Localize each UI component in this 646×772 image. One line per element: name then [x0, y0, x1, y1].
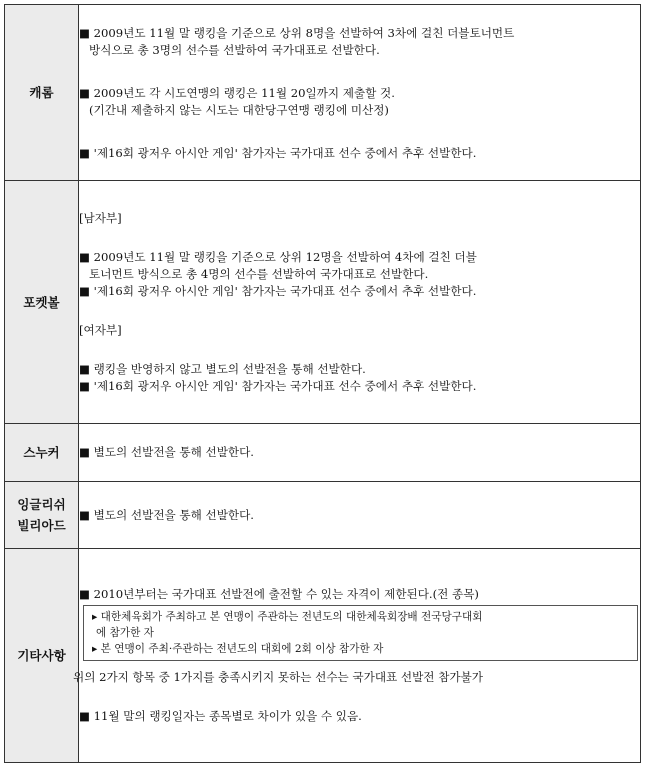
selection-table: [4, 4, 641, 763]
content-snooker: [79, 424, 641, 482]
condition-1-cont: 에 참가한 자: [96, 627, 154, 639]
condition-1: ▸ 대한체육회가 주최하고 본 연맹이 주관하는 전년도의 대한체육회장배 전국당구대회: [92, 611, 483, 623]
snooker-text: ■ 별도의 선발전을 통해 선발한다.: [79, 445, 254, 459]
category-other: 기타사항: [5, 549, 79, 763]
row-pocketball: [5, 181, 641, 424]
pocket-women-item-2: ■ '제16회 광저우 아시안 게임' 참가자는 국가대표 선수 중에서 추후 선발한다.: [79, 378, 477, 393]
content-carom: [79, 5, 641, 181]
carom-item-3: ■ '제16회 광저우 아시안 게임' 참가자는 국가대표 선수 중에서 추후 선발한다.: [79, 146, 477, 160]
row-english-billiards: [5, 482, 641, 549]
other-last: ■ 11월 말의 랭킹일자는 종목별로 차이가 있을 수 있음.: [79, 709, 362, 723]
carom-item-1: ■ 2009년도 11월 말 랭킹을 기준으로 상위 8명을 선발하여 3차에 걸친 더블토너먼트: [79, 26, 515, 40]
other-note: 위의 2가지 항목 중 1가지를 충족시키지 못하는 선수는 국가대표 선발전 참가불가: [73, 670, 483, 684]
pocket-men-item-1: ■ 2009년도 11월 말 랭킹을 기준으로 상위 12명을 선발하여 4차에 걸친 더블: [79, 249, 477, 264]
category-english-line2: 빌리아드: [17, 518, 66, 533]
category-snooker: 스누커: [5, 424, 79, 482]
pocket-men-header: [남자부]: [79, 210, 122, 225]
english-text: ■ 별도의 선발전을 통해 선발한다.: [79, 507, 254, 522]
pocket-women-header: [여자부]: [79, 322, 122, 337]
pocket-women-item-1: ■ 랭킹을 반영하지 않고 별도의 선발전을 통해 선발한다.: [79, 361, 366, 376]
category-english-billiards: [5, 482, 79, 549]
carom-item-1-cont: 방식으로 총 3명의 선수를 선발하여 국가대표로 선발한다.: [89, 43, 380, 57]
row-carom: [5, 5, 641, 181]
category-carom: 캐롬: [5, 5, 79, 181]
other-intro: ■ 2010년부터는 국가대표 선발전에 출전할 수 있는 자격이 제한된다.(전 종목): [79, 587, 479, 601]
content-pocketball: [79, 181, 641, 424]
carom-item-2: ■ 2009년도 각 시도연맹의 랭킹은 11월 20일까지 제출할 것.: [79, 86, 395, 100]
conditions-box: [83, 605, 638, 661]
pocket-men-item-2: ■ '제16회 광저우 아시안 게임' 참가자는 국가대표 선수 중에서 추후 선발한다.: [79, 283, 477, 298]
category-english-line1: 잉글리쉬: [17, 497, 66, 512]
category-pocketball: 포켓볼: [5, 181, 79, 424]
content-english-billiards: [79, 482, 641, 549]
row-other: [5, 549, 641, 763]
content-other: [73, 549, 641, 763]
row-snooker: [5, 424, 641, 482]
pocket-men-item-1-cont: 토너먼트 방식으로 총 4명의 선수를 선발하여 국가대표로 선발한다.: [89, 266, 429, 281]
condition-2: ▸ 본 연맹이 주최·주관하는 전년도의 대회에 2회 이상 참가한 자: [92, 643, 384, 655]
carom-item-2-note: (기간내 제출하지 않는 시도는 대한당구연맹 랭킹에 미산정): [89, 103, 389, 117]
